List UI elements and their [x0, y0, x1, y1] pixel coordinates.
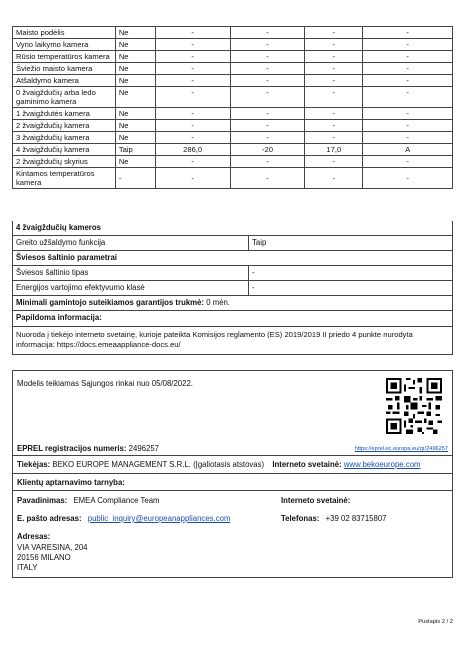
- compartment-cell: -: [305, 120, 363, 132]
- compartment-row: [13, 63, 453, 75]
- compartment-row: [13, 120, 453, 132]
- address-line-1: VIA VARESINA, 204: [17, 543, 88, 552]
- compartment-row: [13, 51, 453, 63]
- service-phone-label: Telefonas:: [281, 514, 320, 523]
- compartment-cell: Taip: [115, 144, 155, 156]
- compartment-cell: -: [230, 132, 305, 144]
- additional-text: Nuoroda į tiekėjo interneto svetainę, kurioje pateikta Komisijos reglamento (ES) 2019/2019 II priedo 4 punkte nurodyta informacija: https://docs.emeaappliance-docs.eu/: [16, 330, 413, 349]
- compartment-cell: -: [363, 132, 453, 144]
- model-box: [12, 370, 453, 456]
- compartment-name: Kintamos temperatūros kamera: [13, 168, 116, 189]
- compartment-cell: -: [305, 75, 363, 87]
- compartment-name: 2 žvaigždučių skyrius: [13, 156, 116, 168]
- compartment-cell: -: [155, 87, 230, 108]
- light-type-value: -: [252, 268, 255, 277]
- compartment-cell: -: [155, 39, 230, 51]
- compartment-cell: Ne: [115, 39, 155, 51]
- compartment-cell: -: [155, 27, 230, 39]
- compartment-row: [13, 144, 453, 156]
- warranty-row: [13, 296, 452, 311]
- service-divider: [13, 490, 452, 491]
- compartment-row: [13, 87, 453, 108]
- four-star-heading: 4 žvaigždučių kameros: [13, 221, 452, 236]
- compartment-row: [13, 156, 453, 168]
- compartment-cell: -: [115, 168, 155, 189]
- compartment-cell: -: [155, 51, 230, 63]
- light-class-row: [13, 281, 452, 296]
- compartment-cell: Ne: [115, 75, 155, 87]
- compartment-table-frame: [12, 26, 453, 189]
- light-heading: Šviesos šaltinio parametrai: [13, 251, 452, 266]
- service-phone-value: +39 02 83715807: [325, 514, 387, 523]
- compartment-cell: -: [305, 27, 363, 39]
- compartment-cell: -: [230, 156, 305, 168]
- service-address-label: Adresas:: [17, 532, 51, 541]
- compartment-cell: Ne: [115, 108, 155, 120]
- service-name-value: EMEA Compliance Team: [73, 496, 160, 505]
- compartment-row: [13, 168, 453, 189]
- compartment-cell: -: [363, 75, 453, 87]
- qr-code: [386, 378, 442, 434]
- compartment-cell: Ne: [115, 63, 155, 75]
- compartment-cell: Ne: [115, 51, 155, 63]
- compartment-cell: -: [305, 108, 363, 120]
- compartment-cell: -: [363, 63, 453, 75]
- compartment-cell: -: [305, 132, 363, 144]
- service-heading: Klientų aptarnavimo tarnyba:: [17, 478, 125, 487]
- compartment-cell: -: [363, 27, 453, 39]
- service-address: [17, 543, 88, 573]
- address-line-3: ITALY: [17, 563, 38, 572]
- compartment-cell: -: [155, 63, 230, 75]
- compartment-table: [12, 26, 453, 189]
- light-type-label: Šviesos šaltinio tipas: [13, 266, 249, 280]
- compartment-name: Vyno laikymo kamera: [13, 39, 116, 51]
- compartment-name: 3 žvaigždučių kamera: [13, 132, 116, 144]
- compartment-cell: Ne: [115, 120, 155, 132]
- supplier-row: [12, 456, 453, 474]
- service-name-line: [17, 496, 160, 505]
- compartment-name: Atšaldymo kamera: [13, 75, 116, 87]
- compartment-name: Šviežio maisto kamera: [13, 63, 116, 75]
- four-star-section: [12, 221, 453, 355]
- compartment-row: [13, 132, 453, 144]
- compartment-row: [13, 75, 453, 87]
- compartment-cell: -: [305, 168, 363, 189]
- compartment-cell: -: [155, 168, 230, 189]
- service-email-line: [17, 514, 230, 523]
- compartment-cell: Ne: [115, 156, 155, 168]
- page-number: Puslapis 2 / 2: [418, 619, 453, 625]
- service-email-label: E. pašto adresas:: [17, 514, 82, 523]
- compartment-cell: -: [230, 63, 305, 75]
- light-class-value: -: [252, 283, 255, 292]
- compartment-cell: -: [230, 27, 305, 39]
- compartment-cell: -: [363, 120, 453, 132]
- service-name-label: Pavadinimas:: [17, 496, 68, 505]
- compartment-name: 1 žvaigždutės kamera: [13, 108, 116, 120]
- compartment-cell: -: [230, 39, 305, 51]
- quick-freeze-value: Taip: [252, 238, 267, 247]
- compartment-cell: -: [230, 168, 305, 189]
- compartment-cell: -: [305, 87, 363, 108]
- additional-heading: Papildoma informacija:: [13, 311, 452, 327]
- compartment-cell: -: [155, 132, 230, 144]
- compartment-cell: -: [155, 108, 230, 120]
- service-email-link[interactable]: public_inquiry@europeanappliances.com: [87, 514, 231, 523]
- compartment-cell: -: [363, 108, 453, 120]
- supplier-value: BEKO EUROPE MANAGEMENT S.R.L. (Įgaliotasis atstovas): [52, 460, 265, 469]
- quick-freeze-row: [13, 236, 452, 251]
- compartment-cell: -: [305, 39, 363, 51]
- compartment-cell: -: [155, 120, 230, 132]
- compartment-cell: -: [363, 87, 453, 108]
- eprel-line: [17, 444, 159, 453]
- compartment-cell: -: [230, 120, 305, 132]
- compartment-cell: -: [305, 156, 363, 168]
- compartment-cell: -20: [230, 144, 305, 156]
- compartment-cell: -: [155, 156, 230, 168]
- compartment-row: [13, 108, 453, 120]
- customer-service-box: [12, 474, 453, 578]
- compartment-cell: A: [363, 144, 453, 156]
- compartment-name: 0 žvaigždučių arba ledo gaminimo kamera: [13, 87, 116, 108]
- compartment-cell: -: [230, 108, 305, 120]
- quick-freeze-label: Greito užšaldymo funkcija: [13, 236, 249, 250]
- compartment-name: Maisto podėlis: [13, 27, 116, 39]
- warranty-value: 0 mėn.: [206, 298, 231, 307]
- service-web-label: Interneto svetainė:: [281, 496, 351, 505]
- light-class-label: Energijos vartojimo efektyvumo klasė: [13, 281, 249, 295]
- compartment-cell: -: [305, 51, 363, 63]
- compartment-cell: -: [363, 168, 453, 189]
- compartment-cell: -: [363, 156, 453, 168]
- supplier-web-label: Interneto svetainė:: [272, 460, 342, 469]
- warranty-label: Minimali gamintojo suteikiamos garantijos trukmė:: [16, 298, 205, 307]
- eprel-value: 2496257: [128, 444, 160, 453]
- eprel-link[interactable]: https://eprel.ec.europa.eu/qr/2496257: [354, 446, 448, 452]
- compartment-name: 2 žvaigždučių kamera: [13, 120, 116, 132]
- compartment-cell: Ne: [115, 87, 155, 108]
- compartment-row: [13, 27, 453, 39]
- compartment-cell: Ne: [115, 132, 155, 144]
- compartment-cell: -: [155, 75, 230, 87]
- eprel-label: EPREL registracijos numeris:: [17, 444, 127, 453]
- compartment-cell: -: [363, 51, 453, 63]
- compartment-cell: -: [230, 87, 305, 108]
- compartment-cell: Ne: [115, 27, 155, 39]
- compartment-cell: 17,0: [305, 144, 363, 156]
- compartment-cell: -: [230, 51, 305, 63]
- compartment-name: Rūsio temperatūros kamera: [13, 51, 116, 63]
- supplier-label: Tiekėjas:: [17, 460, 51, 469]
- compartment-cell: 286,0: [155, 144, 230, 156]
- market-date-text: Modelis teikiamas Sąjungos rinkai nuo 05/08/2022.: [17, 379, 193, 388]
- light-type-row: [13, 266, 452, 281]
- supplier-web-link[interactable]: www.bekoeurope.com: [343, 460, 421, 469]
- compartment-cell: -: [230, 75, 305, 87]
- compartment-cell: -: [363, 39, 453, 51]
- service-phone-line: [281, 514, 387, 523]
- compartment-name: 4 žvaigždučių kamera: [13, 144, 116, 156]
- address-line-2: 20156 MILANO: [17, 553, 71, 562]
- compartment-row: [13, 39, 453, 51]
- compartment-cell: -: [305, 63, 363, 75]
